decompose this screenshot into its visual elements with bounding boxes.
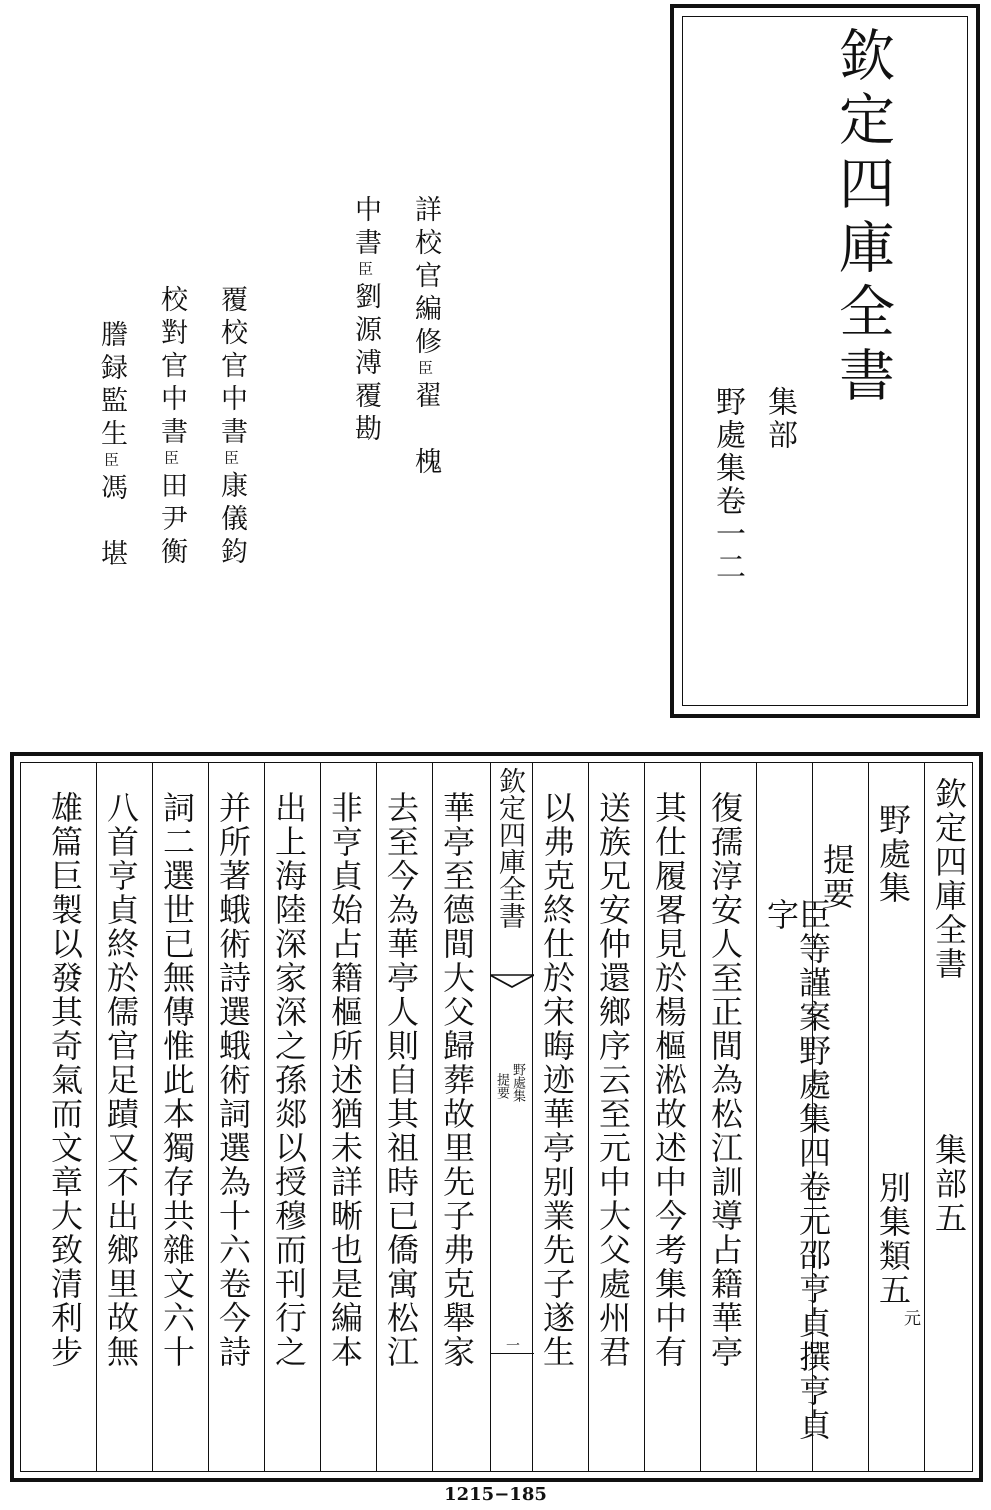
page-frame — [20, 762, 973, 1472]
center-title: 欽定四庫全書 — [494, 767, 525, 929]
center-fold-column — [490, 763, 534, 1471]
text-column-8: 非亨貞始占籍樞所述猶未詳晰也是編本 — [326, 791, 364, 1369]
text-column-3: 其仕履畧見於楊樞淞故述中今考集中有 — [650, 791, 688, 1369]
center-tiyao: 提要 — [494, 1073, 509, 1099]
credit-role: 中書 — [350, 195, 381, 261]
text-column-6: 華亭至德間大父歸葬故里先子弗克舉家 — [438, 791, 476, 1369]
column-divider — [96, 763, 97, 1471]
text-column-13: 雄篇巨製以發其奇氣而文章大致清利步 — [46, 791, 84, 1369]
page-header-section: 集部五 — [930, 1133, 968, 1235]
dynasty-label: 元 — [900, 1309, 920, 1326]
text-column-7: 去至今為華亭人則自其祖時已僑寓松江 — [382, 791, 420, 1369]
column-divider — [924, 763, 925, 1471]
fishtail-mark-icon — [490, 973, 534, 993]
center-line-left — [490, 763, 491, 1471]
center-line-right — [532, 763, 533, 1471]
credit-person: 田尹衡 — [156, 471, 187, 570]
title-slip-inner-border — [682, 16, 968, 706]
text-column-11: 詞二選世已無傳惟此本獨存共雜文六十 — [158, 791, 196, 1369]
text-page — [10, 752, 983, 1482]
column-divider — [264, 763, 265, 1471]
text-column-9: 出上海陸深家深之孫郯以授穆而刊行之 — [270, 791, 308, 1369]
credit-mark: 臣 — [356, 261, 374, 282]
credit-copyist — [98, 320, 125, 572]
credit-person: 康儀鈞 — [216, 471, 247, 570]
slip-book-volume: 野處集卷一二 — [710, 386, 745, 584]
credit-mark: 臣 — [162, 450, 180, 471]
column-divider — [868, 763, 869, 1471]
category-label: 別集類五 — [874, 1171, 912, 1307]
column-divider — [756, 763, 757, 1471]
text-column-12: 八首亨貞終於儒官足蹟又不出鄉里故無 — [102, 791, 140, 1369]
credit-person: 翟 槐 — [410, 381, 441, 480]
credit-role: 覆校官中書 — [216, 285, 247, 450]
credit-mark: 臣 — [222, 450, 240, 471]
center-book: 野處集 — [510, 1063, 525, 1102]
credit-role: 詳校官編修 — [410, 195, 441, 360]
column-divider — [644, 763, 645, 1471]
credit-person: 馮 堪 — [96, 473, 127, 572]
credit-person: 劉源溥覆勘 — [350, 282, 381, 447]
column-divider — [432, 763, 433, 1471]
credit-reviewer — [352, 195, 379, 447]
credit-role: 校對官中書 — [156, 285, 187, 450]
column-divider — [588, 763, 589, 1471]
title-slip — [670, 4, 980, 718]
column-divider — [320, 763, 321, 1471]
text-column-2: 復孺淳安人至正間為松江訓導占籍華亭 — [706, 791, 744, 1369]
text-column-1: 臣等謹案野處集四卷元邵亨貞撰亨貞字 — [762, 898, 832, 1442]
credit-mark: 臣 — [102, 452, 120, 473]
text-column-4: 送族兄安仲還鄉序云至元中大父處州君 — [594, 791, 632, 1369]
center-page-rule — [490, 1353, 534, 1354]
credit-proofreader — [218, 285, 245, 570]
credit-checker — [158, 285, 185, 570]
text-column-10: 并所著蛾術詩選蛾術詞選為十六卷今詩 — [214, 791, 252, 1369]
footer-page-number: 1215−185 — [444, 1484, 547, 1505]
credit-mark: 臣 — [416, 360, 434, 381]
page-header-title: 欽定四庫全書 — [930, 777, 968, 981]
book-title: 野處集 — [874, 803, 912, 905]
slip-title: 欽定四庫全書 — [830, 26, 895, 410]
credit-role: 謄録監生 — [96, 320, 127, 452]
column-divider — [376, 763, 377, 1471]
center-page-number: 一 — [504, 1338, 520, 1352]
column-divider — [152, 763, 153, 1471]
slip-section: 集部 — [762, 386, 797, 452]
column-divider — [208, 763, 209, 1471]
text-column-5: 以弗克終仕於宋晦迹華亭别業先子遂生 — [538, 791, 576, 1369]
tiyao-heading: 提要 — [818, 843, 856, 911]
credit-collator — [412, 195, 439, 480]
column-divider — [700, 763, 701, 1471]
